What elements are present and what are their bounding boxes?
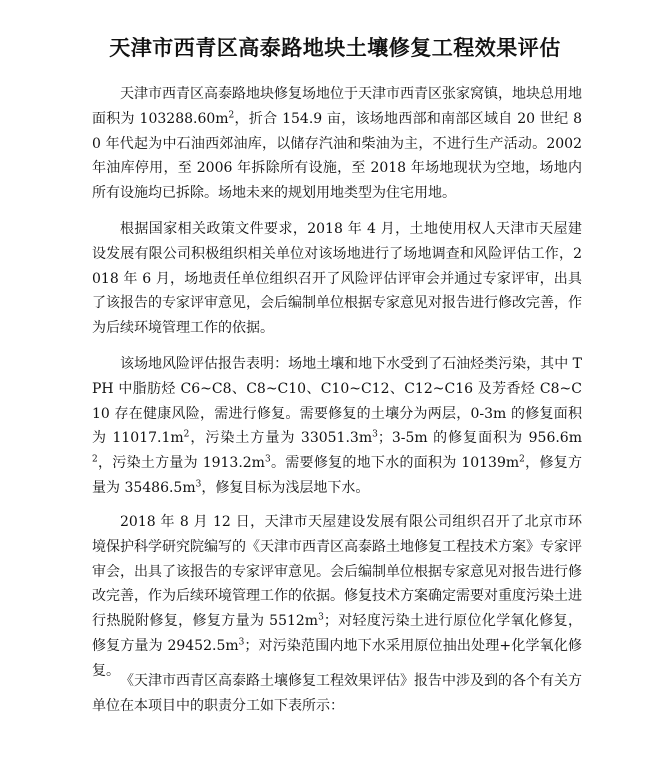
unit-exponent: 3 bbox=[195, 479, 202, 490]
paragraph-responsibilities-intro: 《天津市西青区高泰路土壤修复工程效果评估》报告中涉及到的各个有关方单位在本项目中的职责分工如下表所示： bbox=[92, 673, 582, 714]
document-title: 天津市西青区高泰路地块土壤修复工程效果评估 bbox=[109, 35, 561, 60]
paragraph-risk-assessment-findings: 该场地风险评估报告表明：场地土壤和地下水受到了石油烃类污染，其中 TPH 中脂肪烃 C6~C8、C8~C10、C10~C12、C12~C16 及芳香烃 C8~C10 存在健康风险，需进行修复。需要修复的土壤分为两层，0-3m 的修复面积为 $11017.1m^2$，污染土方量为 $33051.3m^3$；3-5m 的修复面积为 $956.6m^2$，污染土方量为 $1913.2m^3$。需要修复的地下水的面积为 $10139m^2$，修复方量为 $35486.5m^3$，修复目标为浅层地下水。 bbox=[92, 356, 583, 496]
unit-exponent: 2 bbox=[228, 110, 235, 121]
unit-exponent: 3 bbox=[318, 612, 324, 623]
unit-exponent: 2 bbox=[519, 454, 525, 465]
unit-exponent: 2 bbox=[92, 454, 98, 465]
unit-exponent: 3 bbox=[264, 454, 271, 465]
paragraph-site-overview: 天津市西青区高泰路地块修复场地位于天津市西青区张家窝镇，地块总用地面积为 $103288.60m^2$，折合 154.9 亩，该场地西部和南部区域自 20 世纪 80 年代起为中石油西郊油库，以储存汽油和柴油为主，不进行生产活动。2002 年油库停用，至 2006 年拆除所有设施，至 2018 年场地现状为空地，场地内所有设施均已拆除。场地未来的规划用地类型为住宅用地。 bbox=[92, 86, 582, 202]
paragraph-remediation-plan: 2018 年 8 月 12 日，天津市天屋建设发展有限公司组织召开了北京市环境保护科学研究院编写的《天津市西青区高泰路土地修复工程技术方案》专家评审会，出具了该报告的专家评审意见。会后编制单位根据专家意见对报告进行修改完善，作为后续环境管理工作的依据。修复技术方案确定需要对重度污染土进行热脱附修复，修复方量为 $5512m^3$；对轻度污染土进行原位化学氧化修复，修复方量为 $29452.5m^3$；对污染范围内地下水采用原位抽出处理+化学氧化修复。 bbox=[92, 514, 583, 679]
unit-exponent: 2 bbox=[183, 429, 190, 440]
unit-exponent: 3 bbox=[372, 429, 378, 440]
paragraph-risk-assessment-process: 根据国家相关政策文件要求，2018 年 4 月，土地使用权人天津市天屋建设发展有限公司积极组织相关单位对该场地进行了场地调查和风险评估工作，2018 年 6 月，场地责任单位组织召开了风险评估评审会并通过专家评审，出具了该报告的专家评审意见，会后编制单位根据专家意见对报告进行修改完善，作为后续环境管理工作的依据。 bbox=[92, 221, 582, 337]
unit-exponent: 3 bbox=[238, 637, 245, 648]
